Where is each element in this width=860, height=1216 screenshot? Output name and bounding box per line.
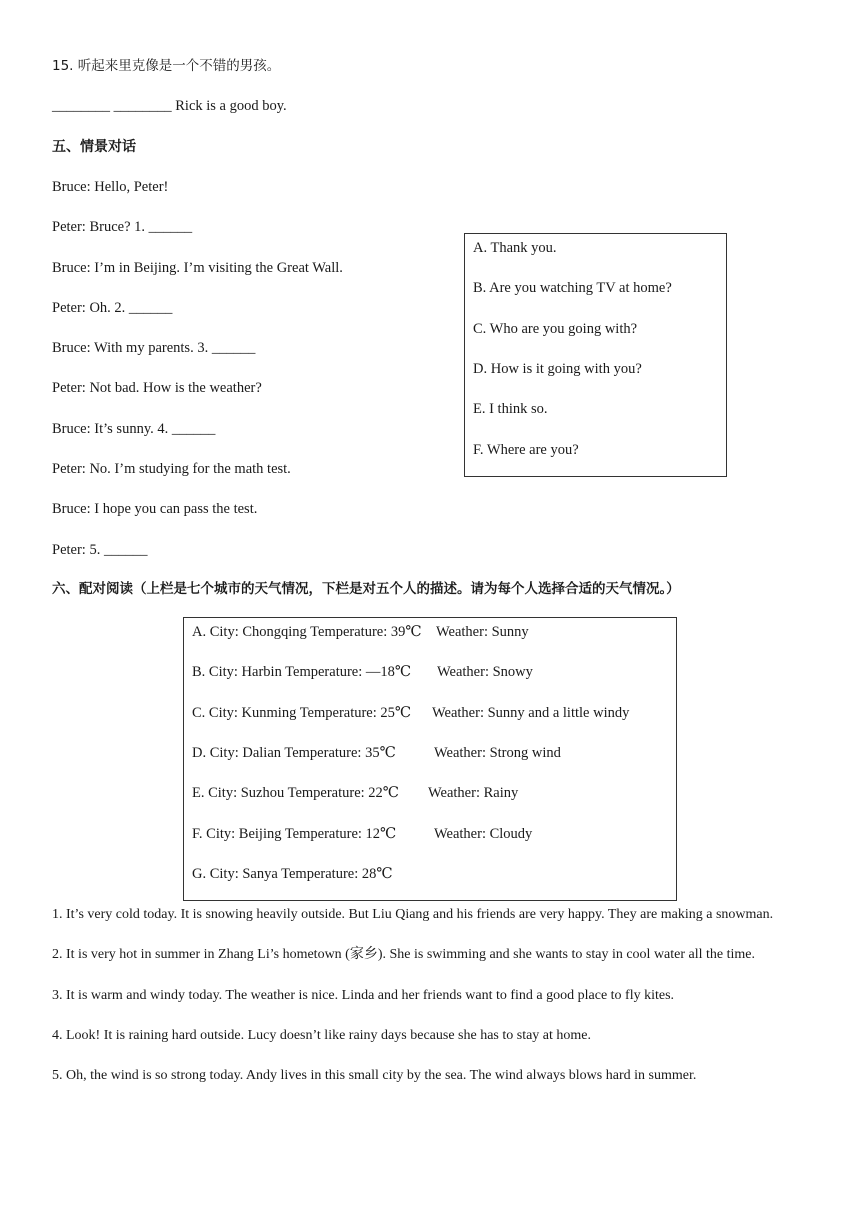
city-row-c [192, 703, 629, 723]
description-2: 2. It is very hot in summer in Zhang Li’s hometown (家乡). She is swimming and she wants to stay in cool water all the time. [52, 947, 756, 962]
weather-a: Weather: Sunny [436, 624, 529, 640]
dialogue-line-9: Bruce: I hope you can pass the test. [52, 501, 258, 517]
weather-d: Weather: Strong wind [434, 745, 561, 761]
dialogue-line-1: Bruce: Hello, Peter! [52, 179, 169, 195]
weather-b: Weather: Snowy [437, 664, 533, 680]
option-a: A. Thank you. [473, 240, 557, 256]
description-1: 1. It’s very cold today. It is snowing heavily outside. But Liu Qiang and his friends are very happy. They are making a snowman. [52, 907, 774, 922]
dialogue-line-2: Peter: Bruce? 1. ______ [52, 219, 193, 235]
dialogue-line-10: Peter: 5. ______ [52, 542, 148, 558]
option-d: D. How is it going with you? [473, 361, 642, 377]
city-row-a [192, 622, 529, 642]
weather-c: Weather: Sunny and a little windy [432, 705, 630, 721]
dialogue-line-5: Bruce: With my parents. 3. ______ [52, 340, 256, 356]
weather-e: Weather: Rainy [428, 785, 519, 801]
option-c: C. Who are you going with? [473, 321, 638, 337]
city-f: F. City: Beijing Temperature: 12℃ [192, 826, 397, 842]
city-row-g [192, 864, 393, 884]
dialogue-options-box [464, 233, 727, 477]
city-b: B. City: Harbin Temperature: —18℃ [192, 664, 412, 680]
option-f: F. Where are you? [473, 442, 579, 458]
dialogue-line-6: Peter: Not bad. How is the weather? [52, 380, 262, 396]
section5-heading: 五、情景对话 [52, 139, 136, 155]
dialogue-line-7: Bruce: It’s sunny. 4. ______ [52, 421, 216, 437]
city-row-b [192, 662, 533, 682]
city-d: D. City: Dalian Temperature: 35℃ [192, 745, 396, 761]
dialogue-line-3: Bruce: I’m in Beijing. I’m visiting the Great Wall. [52, 260, 343, 276]
city-e: E. City: Suzhou Temperature: 22℃ [192, 785, 400, 801]
option-b: B. Are you watching TV at home? [473, 280, 672, 296]
city-c: C. City: Kunming Temperature: 25℃ [192, 705, 412, 721]
description-4: 4. Look! It is raining hard outside. Lucy doesn’t like rainy days because she has to stay at home. [52, 1028, 591, 1043]
city-row-f [192, 824, 532, 844]
city-g: G. City: Sanya Temperature: 28℃ [192, 866, 393, 882]
dialogue-line-8: Peter: No. I’m studying for the math test. [52, 461, 291, 477]
option-e: E. I think so. [473, 401, 548, 417]
city-weather-box [183, 617, 677, 901]
q15-answer-line: ________ ________ Rick is a good boy. [52, 98, 287, 114]
description-3: 3. It is warm and windy today. The weather is nice. Linda and her friends want to find a good place to fly kites. [52, 988, 675, 1003]
city-a: A. City: Chongqing Temperature: 39℃ [192, 624, 422, 640]
q15-prompt: 15. 听起来里克像是一个不错的男孩。 [52, 58, 281, 74]
city-row-d [192, 743, 561, 763]
weather-f: Weather: Cloudy [434, 826, 533, 842]
dialogue-line-4: Peter: Oh. 2. ______ [52, 300, 173, 316]
description-5: 5. Oh, the wind is so strong today. Andy lives in this small city by the sea. The wind always blows hard in summer. [52, 1068, 697, 1083]
section6-heading: 六、配对阅读（上栏是七个城市的天气情况，下栏是对五个人的描述。请为每个人选择合适的天气情况。） [52, 581, 680, 597]
city-row-e [192, 783, 518, 803]
